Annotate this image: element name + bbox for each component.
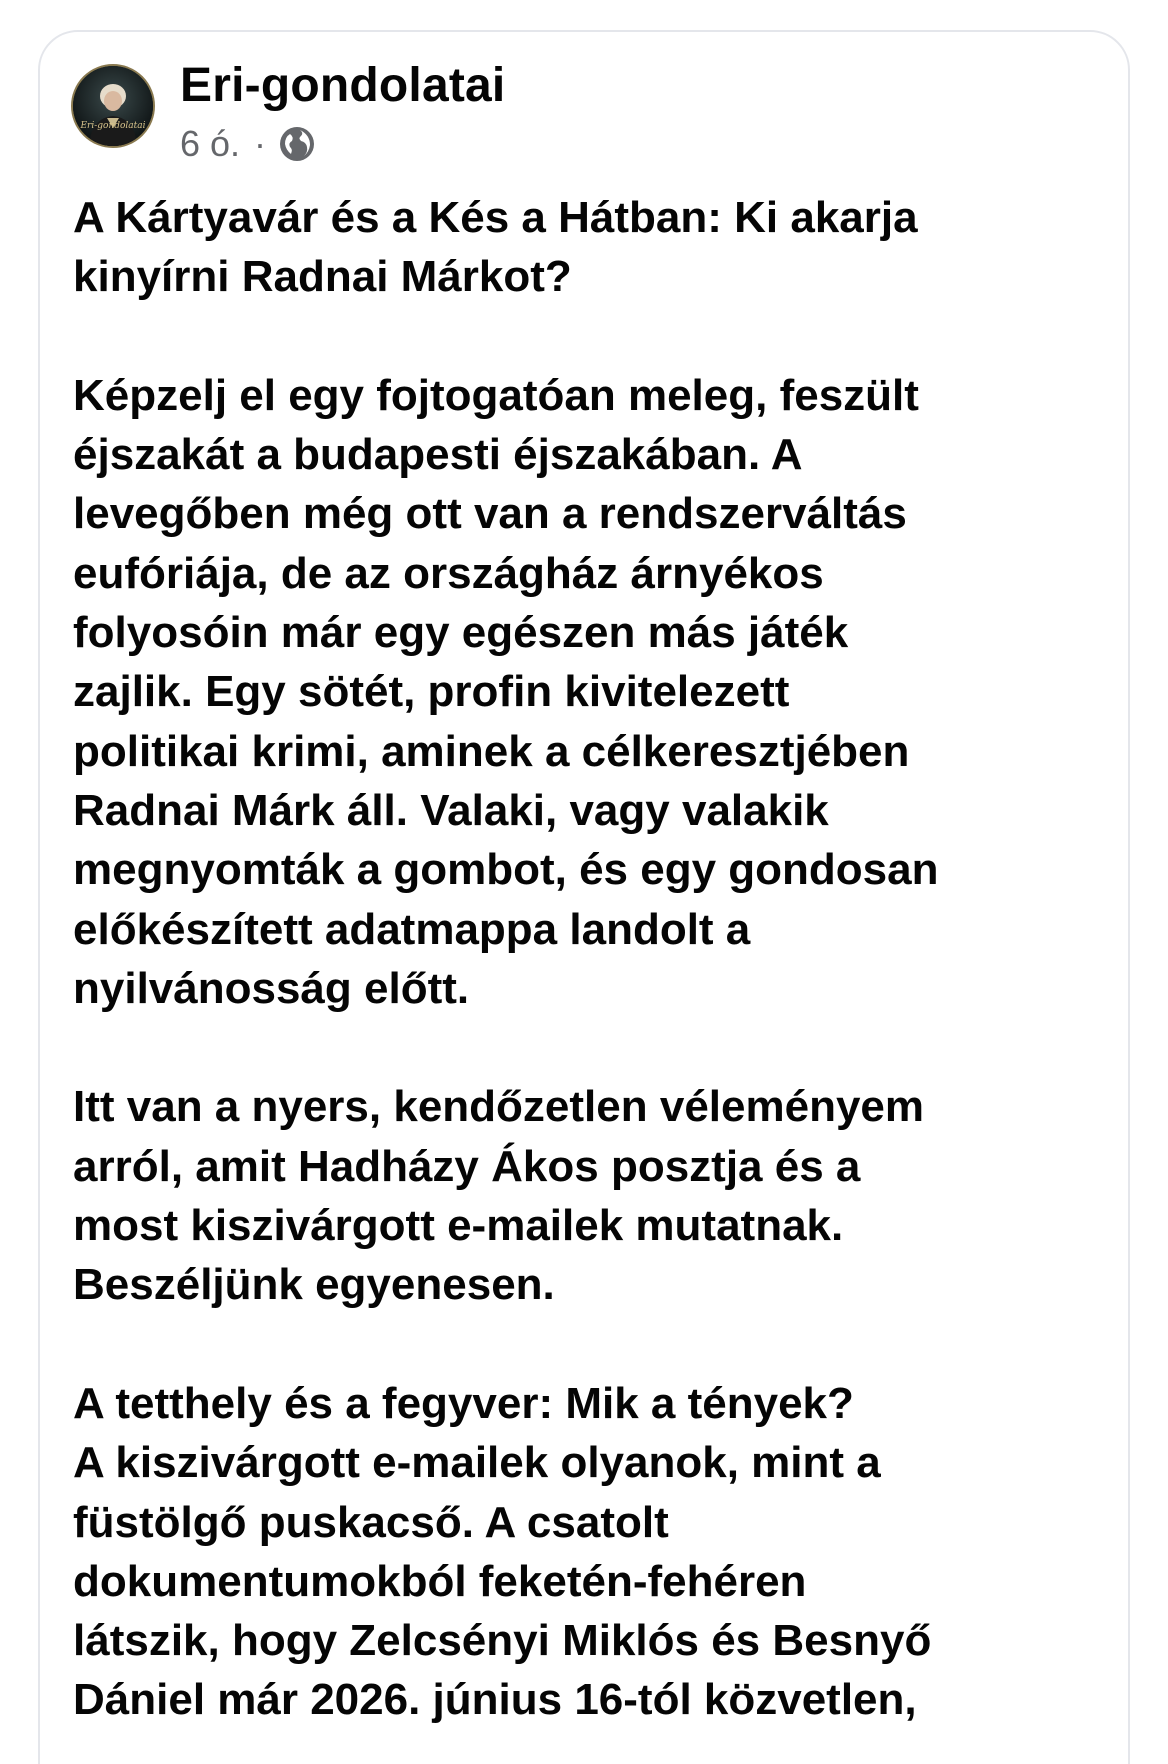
post-text-line: levegőben még ott van a rendszerváltás bbox=[73, 489, 907, 539]
post-text-line: dokumentumokból feketén-fehéren bbox=[73, 1556, 807, 1606]
svg-text:Eri-gondolatai: Eri-gondolatai bbox=[80, 121, 146, 131]
post-text-line: füstölgő puskacső. A csatolt bbox=[73, 1497, 669, 1547]
author-name[interactable]: Eri-gondolatai bbox=[180, 59, 506, 112]
post-text-line: arról, amit Hadházy Ákos posztja és a bbox=[73, 1141, 861, 1191]
post-text-line: most kiszivárgott e-mailek mutatnak. bbox=[73, 1201, 844, 1251]
globe-icon[interactable] bbox=[278, 125, 316, 163]
post-time[interactable]: 6 ó. bbox=[180, 123, 241, 164]
post-text-line: folyosóin már egy egészen más játék bbox=[73, 608, 849, 658]
post-text-line: A Kártyavár és a Kés a Hátban: Ki akarja bbox=[73, 193, 918, 242]
post-text-line: A tetthely és a fegyver: Mik a tények? bbox=[73, 1378, 854, 1428]
post-text-line: A kiszivárgott e-mailek olyanok, mint a bbox=[73, 1438, 881, 1488]
post-text-line: kinyírni Radnai Márkot? bbox=[73, 252, 572, 302]
post-text-line: eufóriája, de az országház árnyékos bbox=[73, 548, 824, 598]
post-text-line: Beszéljünk egyenesen. bbox=[73, 1260, 555, 1310]
post-text-line: Dániel már 2026. június 16-tól közvetlen, bbox=[73, 1675, 917, 1725]
post-text-line: látszik, hogy Zelcsényi Miklós és Besnyő bbox=[73, 1616, 932, 1666]
post-meta bbox=[180, 122, 316, 166]
post-text-line: éjszakát a budapesti éjszakában. A bbox=[73, 430, 803, 480]
meta-separator: · bbox=[254, 123, 267, 164]
paragraph-gap bbox=[73, 1018, 1113, 1077]
paragraph-gap bbox=[73, 1315, 1113, 1374]
post-text-line: előkészített adatmappa landolt a bbox=[73, 904, 751, 954]
avatar-portrait bbox=[73, 66, 153, 146]
paragraph-gap bbox=[73, 307, 1113, 366]
post-body bbox=[73, 188, 1113, 1730]
post-text-line: nyilvánosság előtt. bbox=[73, 963, 470, 1013]
post-text-line: zajlik. Egy sötét, profin kivitelezett bbox=[73, 667, 790, 717]
post-text-line: Radnai Márk áll. Valaki, vagy valakik bbox=[73, 785, 829, 835]
post-text-line: megnyomták a gombot, és egy gondosan bbox=[73, 845, 939, 895]
post-text-line: Itt van a nyers, kendőzetlen véleményem bbox=[73, 1082, 925, 1132]
post-text-line: Képzelj el egy fojtogatóan meleg, feszült bbox=[73, 370, 919, 420]
post-text-line: politikai krimi, aminek a célkeresztjében bbox=[73, 726, 910, 776]
author-avatar[interactable] bbox=[71, 64, 155, 148]
